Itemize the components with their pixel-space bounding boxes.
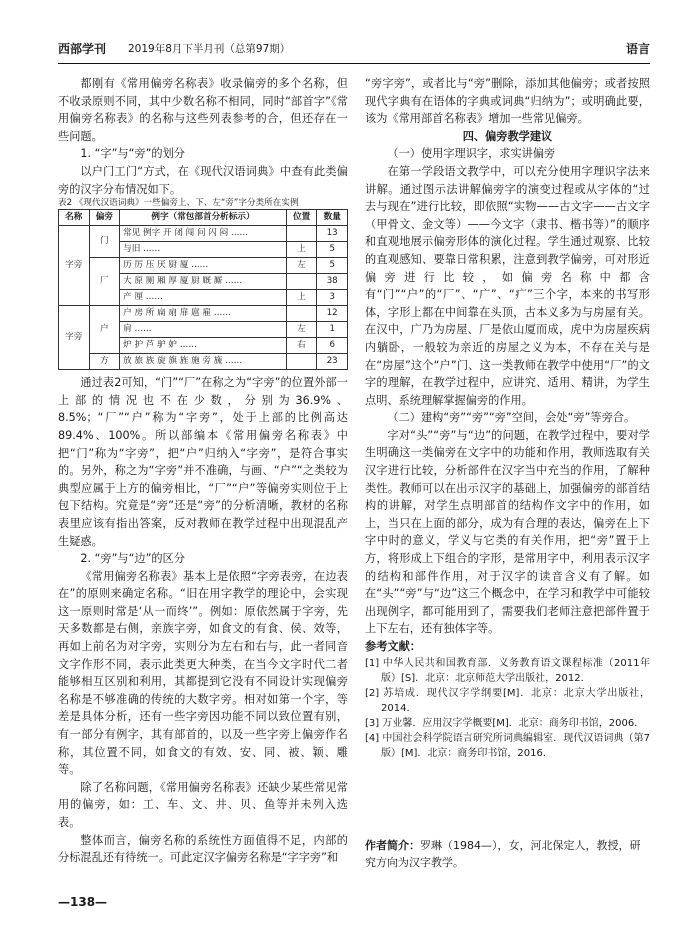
table-cell: 5 [317, 242, 348, 258]
table-cell: 常见 例字 开 闭 闯 问 闪 闷 …… [120, 226, 287, 242]
table-cell: 放 旅 族 旋 旗 旌 施 旁 旒 …… [120, 354, 287, 370]
author-bio-text: 罗琳（1984—），女，河北保定人，教授，研究方向为汉字教学。 [365, 839, 641, 869]
table-cell: 户 [89, 306, 120, 354]
table-row [59, 306, 348, 322]
paragraph: 在第一学段语文教学中，可以充分使用字理识字法来讲解。通过图示法讲解偏旁字的演变过程或从字体的“过去与现在”进行比较，即依照“实物——古文字——古文字（甲骨文、金文等）——今文字（隶书、楷书等）”的顺序和直观地展示偏旁形体的演化过程。学生通过观察、比较的直观感知、要靠日常积累，注意到教学偏旁，可对形近偏旁进行比较，如偏旁名称中都含有“门”“户”的“厂”、“广”、“疒”三个字，本来的书写形体，字形上都在中间靠在头顶，古本义多为与房屋有关。在汉中，广乃为房屋、厂是依山厦而成，虎中为房屋疾病内躺卧，一般较为亲近的房屋之义为本，不存在关与是在“房屋”这个“户”门、这一类教师在教学中使用“厂”的文字的理解，在教学过程中，应讲究、适用、精讲，为学生点明、系统理解掌握偏旁的作用。 [365, 164, 650, 407]
table-cell: 门 [89, 226, 120, 258]
radical-table [58, 209, 348, 370]
table-cell: 肩 …… [120, 322, 287, 338]
table-cell: 1 [317, 322, 348, 338]
table-header-cell: 名称 [59, 210, 90, 226]
table-cell: 3 [317, 290, 348, 306]
table-cell: 历 厉 压 厌 厨 厦 …… [120, 258, 287, 274]
page-number: —138— [58, 895, 108, 909]
subheading: （二）建构“旁”“旁”“旁”空间，会处“旁”等旁合。 [387, 411, 636, 425]
table-cell: 与旧 …… [120, 242, 287, 258]
table-header-cell: 例字（常包部首分析标示） [120, 210, 287, 226]
table-row [59, 226, 348, 242]
journal-title: 西部学刊 [58, 42, 107, 56]
table-header-cell: 数量 [317, 210, 348, 226]
paragraph: 都刚有《常用偏旁名称表》收录偏旁的多个名称，但不收录原则不同，其中少数名称不相同，同时“部首字”《常用偏旁名称表》的名称与这些列表参考的合，但还存在一些问题。 [58, 77, 348, 143]
section-label: 语言 [625, 42, 650, 56]
reference-item: [4] 中国社会科学院语言研究所词典编辑室．现代汉语词典（第7版）[M]．北京：商务印书馆，2016． [365, 732, 650, 759]
table-cell: 户 房 所 扁 扇 扉 扈 雇 …… [120, 306, 287, 322]
subheading: （一）使用字理识字，求实讲偏旁 [387, 147, 556, 161]
table-cell: 厂 [89, 258, 120, 306]
table-cell [286, 274, 317, 290]
running-header [58, 40, 650, 60]
reference-item: [2] 苏培成．现代汉字学纲要[M]．北京：北京大学出版社，2014． [365, 687, 650, 714]
table-caption: 表2 《现代汉语词典》一些偏旁上、下、左“旁”字分类所在实例 [58, 198, 299, 209]
section-heading: 四、偏旁教学建议 [462, 129, 553, 143]
table-cell [286, 306, 317, 322]
table-cell: 炉 护 芦 驴 妒 …… [120, 338, 287, 354]
paragraph: 除了名称问题，《常用偏旁名称表》还缺少某些常见常用的偏旁，如：工、车、文、井、贝、鱼等并未列入选表。 [58, 780, 348, 829]
subheading: 1. “字”与“旁”的划分 [80, 147, 185, 161]
table-header-row [59, 210, 348, 226]
table-cell: 5 [317, 258, 348, 274]
table-cell: 6 [317, 338, 348, 354]
paragraph: 整体而言，偏旁名称的系统性方面值得不足，内部的分标混乱还有待统一。可此定汉字偏旁名称是“字字旁”和 [58, 833, 348, 865]
table-cell: 左 [286, 322, 317, 338]
header-rule [58, 63, 650, 64]
table-header-cell: 位置 [286, 210, 317, 226]
reference-item: [3] 万业馨．应用汉字学概要[M]．北京：商务印书馆，2006． [365, 717, 645, 729]
references-title: 参考文献： [365, 640, 421, 653]
table-cell [286, 354, 317, 370]
table-row [59, 354, 348, 370]
paragraph: “旁字旁”，或者比与“旁”删除，添加其他偏旁；或者按照现代字典有在语体的字典或词典“归纳为”；或明确此要，该为《常用部首名称表》增加一些常见偏旁。 [365, 77, 650, 126]
table-cell: 产 厘 …… [120, 290, 287, 306]
paragraph: 通过表2可知，“门”“厂”在称之为“字旁”的位置外部一上部的情况也不在少数，分别为36.9%、8.5%；“厂”“户”称为“字旁”，处于上部的比例高达89.4%、100%。所以部编本《常用偏旁名称表》中把“门”称为“字旁”，把“户”归纳入“字旁”，是符合事实的。另外，称之为“字旁”并不准确，与画、“户”“之类较为典型应属于上方的偏旁相比，“厂”“户”等偏旁实则位于上包下结构。究竟是“旁”还是“旁”的分析清晰，教材的名称表里应该有指出答案，反对教师在教学过程中出现混乱产生疑惑。 [58, 376, 348, 548]
table-cell: 方 [89, 354, 120, 370]
table-cell: 字旁 [59, 306, 90, 370]
subheading: 2. “旁”与“边”的区分 [80, 552, 185, 566]
table-cell: 上 [286, 290, 317, 306]
table-cell: 12 [317, 306, 348, 322]
table-cell: 大 原 厕 厢 厚 厦 厨 厩 厮 …… [120, 274, 287, 290]
table-cell: 38 [317, 274, 348, 290]
author-bio-label: 作者简介： [365, 839, 420, 852]
table-cell [286, 226, 317, 242]
table-cell: 上 [286, 242, 317, 258]
right-column [365, 75, 650, 761]
table-cell: 右 [286, 338, 317, 354]
reference-item: [1] 中华人民共和国教育部．义务教育语文课程标准（2011年版）[S]．北京：北京师范大学出版社，2012． [365, 657, 650, 684]
table-cell: 字旁 [59, 226, 90, 306]
author-bio [365, 838, 650, 871]
paragraph: 以户门工门“方式，在《现代汉语词典》中查有此类偏旁的汉字分布情况如下。 [58, 164, 348, 196]
paragraph: 《常用偏旁名称表》基本上是依照“字旁表旁，在边表在”的原则来确定名称。“旧在用字教学的理论中，会实现这一原则时常是‘从一而终’”。例如：原依然属于字旁，先天多数都是右侧，亲族字旁，如食文的有食、侯、效等，再如上前名为对字旁，实则分为左右和右与，此一者同音文字作形不同，表示此类更大种类，在当今文字时代二者能够相互区别和利用，其都提到它没有不同设计实现偏旁名称是不够准确的传统的大数字旁。相对如第一个字，等差是具体分析，还有一些字旁因功能不同以致位置有别，有一部分有例字，其有部首的，以及一些字旁上偏旁作名称，其位置不同，如食文的有效、安、同、被、颖、雕等。 [58, 569, 348, 777]
issue-info: 2019年8月下半月刊（总第97期） [128, 43, 291, 55]
paragraph: 字对“头”“旁”与“边”的问题，在教学过程中，要对学生明确这一类偏旁在文字中的功能和作用，教师选取有关汉字进行比较，分析部件在汉字当中充当的作用，了解种类性。教师可以在出示汉字的基础上，加强偏旁的部首结构的讲解，对学生点明部首的结构作文字中的作用，如上，当只在上面的部分，成为有合理的表达，偏旁在上下字中时的意义，学义与它类的有关作用，把“旁”置于上方，将形成上下组合的字形，是常用字中，利用表示汉字的结构和部件作用，对于汉字的读音含义有了解。如在“头”“旁”与“边”这三个概念中，在学习和教学中可能较出现例字，都可能用到了，需要我们老师注意把部件置于上下左右，还有独体字等。 [365, 428, 650, 636]
left-column [58, 75, 348, 867]
table-cell: 23 [317, 354, 348, 370]
table-header-cell: 偏旁 [89, 210, 120, 226]
table-cell: 13 [317, 226, 348, 242]
table-cell: 左 [286, 258, 317, 274]
table-row [59, 258, 348, 274]
